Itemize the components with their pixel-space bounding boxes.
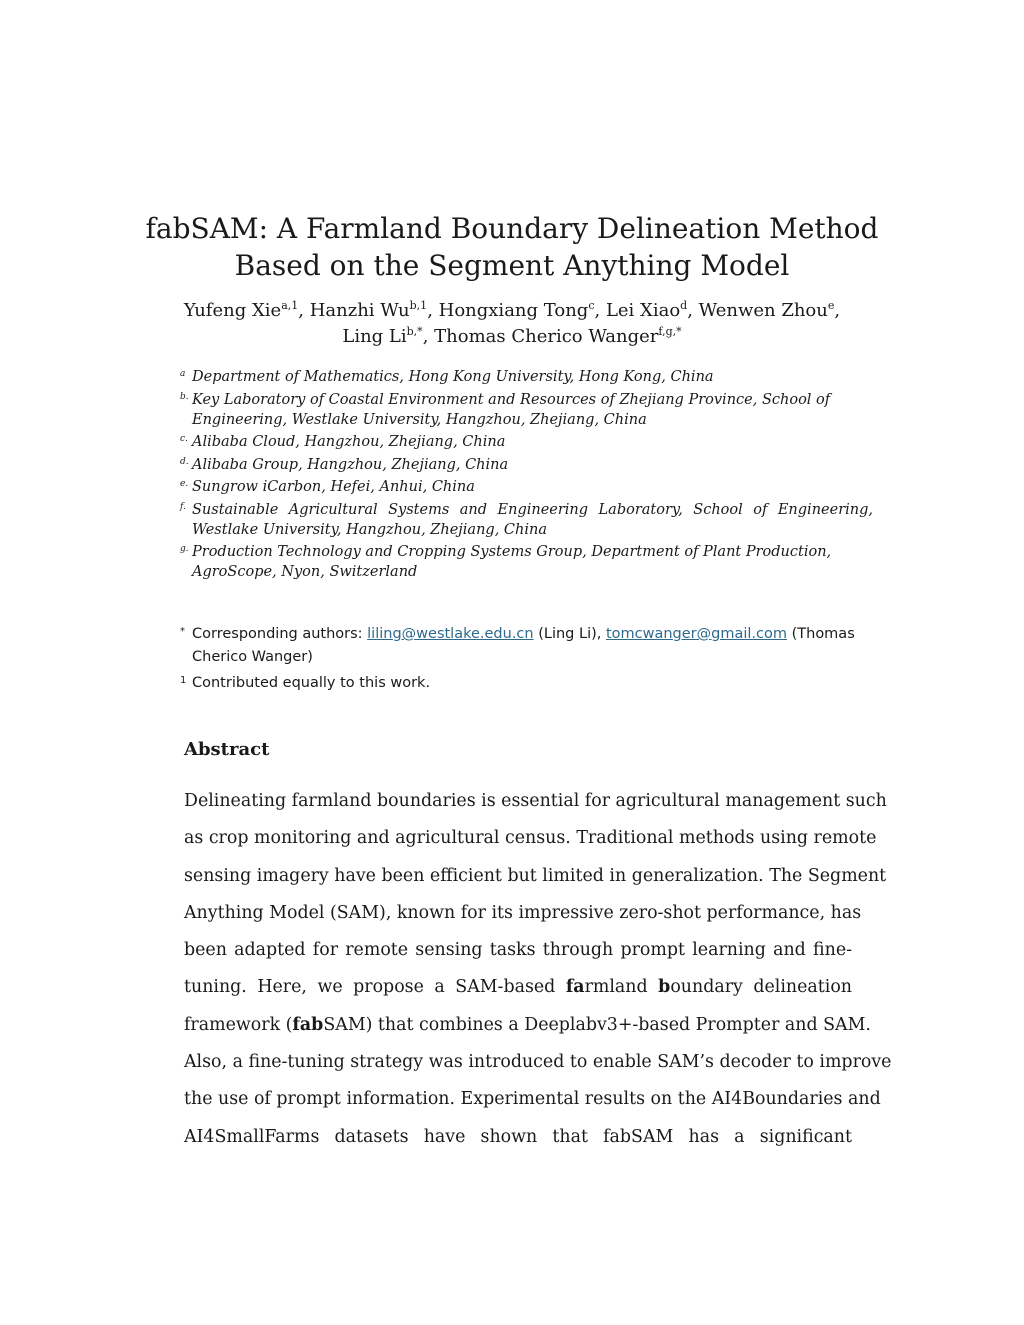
author-name: , Lei Xiao	[594, 300, 681, 321]
abstract-line	[184, 1007, 871, 1044]
affiliation-mark: b.	[180, 391, 189, 402]
footnotes	[180, 623, 873, 698]
abstract-line: AI4SmallFarms datasets have shown that fabSAM has a significant	[184, 1126, 852, 1147]
title-line-2: Based on the Segment Anything Model	[234, 249, 790, 282]
footnote-mark: *	[180, 626, 185, 637]
abstract-line	[184, 969, 852, 1006]
affiliation-mark: f.	[180, 501, 186, 512]
affiliation-mark: g.	[180, 544, 189, 554]
equal-contribution-text: Contributed equally to this work.	[192, 675, 431, 691]
affiliation-mark: a	[180, 369, 186, 379]
author-superscript: a,1	[281, 299, 299, 312]
abstract-text: framework (	[184, 1014, 293, 1035]
affiliation-text: Production Technology and Cropping Systems Group, Department of Plant Production, AgroScope, Nyon, Switzerland	[192, 544, 832, 580]
author-superscript: b,*	[406, 325, 423, 338]
abstract-line: Delineating farmland boundaries is essential for agricultural management such	[184, 791, 887, 811]
author-name: , Hanzhi Wu	[298, 300, 410, 321]
affiliation-text: Key Laboratory of Coastal Environment and Resources of Zhejiang Province, School of Engineering, Westlake University, Hangzhou, Zhejiang, China	[192, 391, 831, 428]
abstract-text: SAM) that combines a Deeplabv3+-based Prompter and SAM.	[323, 1014, 871, 1035]
corresponding-prefix: Corresponding authors:	[192, 626, 368, 642]
author-line-1	[140, 298, 884, 324]
author-name: , Hongxiang Tong	[427, 300, 589, 321]
affiliation-item	[180, 432, 873, 452]
acronym-highlight: b	[658, 977, 671, 998]
corresponding-authors-note	[180, 623, 873, 669]
acronym-highlight: fa	[565, 977, 585, 998]
title-line-1: fabSAM: A Farmland Boundary Delineation Method	[145, 212, 879, 245]
abstract-heading: Abstract	[184, 739, 270, 760]
abstract-line: sensing imagery have been efficient but limited in generalization. The Segment	[184, 865, 887, 886]
author-superscript: f,g,*	[658, 325, 682, 338]
affiliation-text: Sungrow iCarbon, Hefei, Anhui, China	[192, 479, 475, 495]
abstract-text: tuning. Here, we propose a SAM-based	[184, 977, 566, 998]
footnote-mark: 1	[180, 675, 187, 686]
abstract-text: rmland	[584, 977, 659, 998]
email-link-ling-li[interactable]: liling@westlake.edu.cn	[367, 626, 534, 642]
abstract-body	[184, 783, 892, 1156]
author-name: Yufeng Xie	[183, 300, 282, 321]
affiliation-mark: d.	[180, 456, 189, 467]
paper-title	[100, 210, 924, 284]
abstract-line: as crop monitoring and agricultural census. Traditional methods using remote	[184, 828, 877, 849]
corresponding-name: (Ling Li),	[533, 626, 606, 642]
author-list	[140, 298, 884, 350]
abstract-line: Anything Model (SAM), known for its impressive zero-shot performance, has	[184, 902, 862, 923]
equal-contribution-note	[180, 672, 873, 695]
email-link-thomas-wanger[interactable]: tomcwanger@gmail.com	[605, 626, 787, 642]
abstract-line: Also, a fine-tuning strategy was introduced to enable SAM’s decoder to improve	[184, 1052, 892, 1073]
abstract-line: the use of prompt information. Experimental results on the AI4Boundaries and	[184, 1089, 881, 1110]
affiliation-text: Department of Mathematics, Hong Kong University, Hong Kong, China	[192, 369, 714, 385]
author-superscript: b,1	[409, 299, 428, 312]
affiliation-mark: c.	[180, 434, 188, 444]
author-superscript: e	[827, 299, 835, 312]
affiliation-item	[180, 455, 873, 475]
affiliation-list	[180, 367, 873, 585]
affiliation-text: Alibaba Group, Hangzhou, Zhejiang, China	[192, 456, 509, 473]
affiliation-item	[180, 390, 873, 430]
corresponding-name: (Thomas Cherico Wanger)	[192, 626, 855, 665]
affiliation-mark: e.	[180, 479, 189, 489]
affiliation-item	[180, 542, 873, 582]
author-name: , Thomas Cherico Wanger	[422, 326, 659, 347]
author-superscript: c	[588, 299, 595, 312]
author-separator: ,	[834, 300, 841, 321]
affiliation-item	[180, 477, 873, 497]
acronym-highlight: fab	[292, 1014, 324, 1035]
affiliation-item	[180, 500, 873, 540]
affiliation-text: Alibaba Cloud, Hangzhou, Zhejiang, China	[192, 434, 506, 450]
author-name: Ling Li	[342, 326, 407, 347]
abstract-line: been adapted for remote sensing tasks through prompt learning and fine-	[184, 940, 852, 961]
affiliation-item	[180, 367, 873, 387]
abstract-text: oundary delineation	[670, 977, 852, 998]
author-line-2	[140, 324, 884, 350]
author-name: , Wenwen Zhou	[687, 300, 828, 321]
author-superscript: d	[680, 299, 688, 312]
affiliation-text: Sustainable Agricultural Systems and Engineering Laboratory, School of Engineering, Westlake University, Hangzhou, Zhejiang, China	[192, 501, 873, 538]
